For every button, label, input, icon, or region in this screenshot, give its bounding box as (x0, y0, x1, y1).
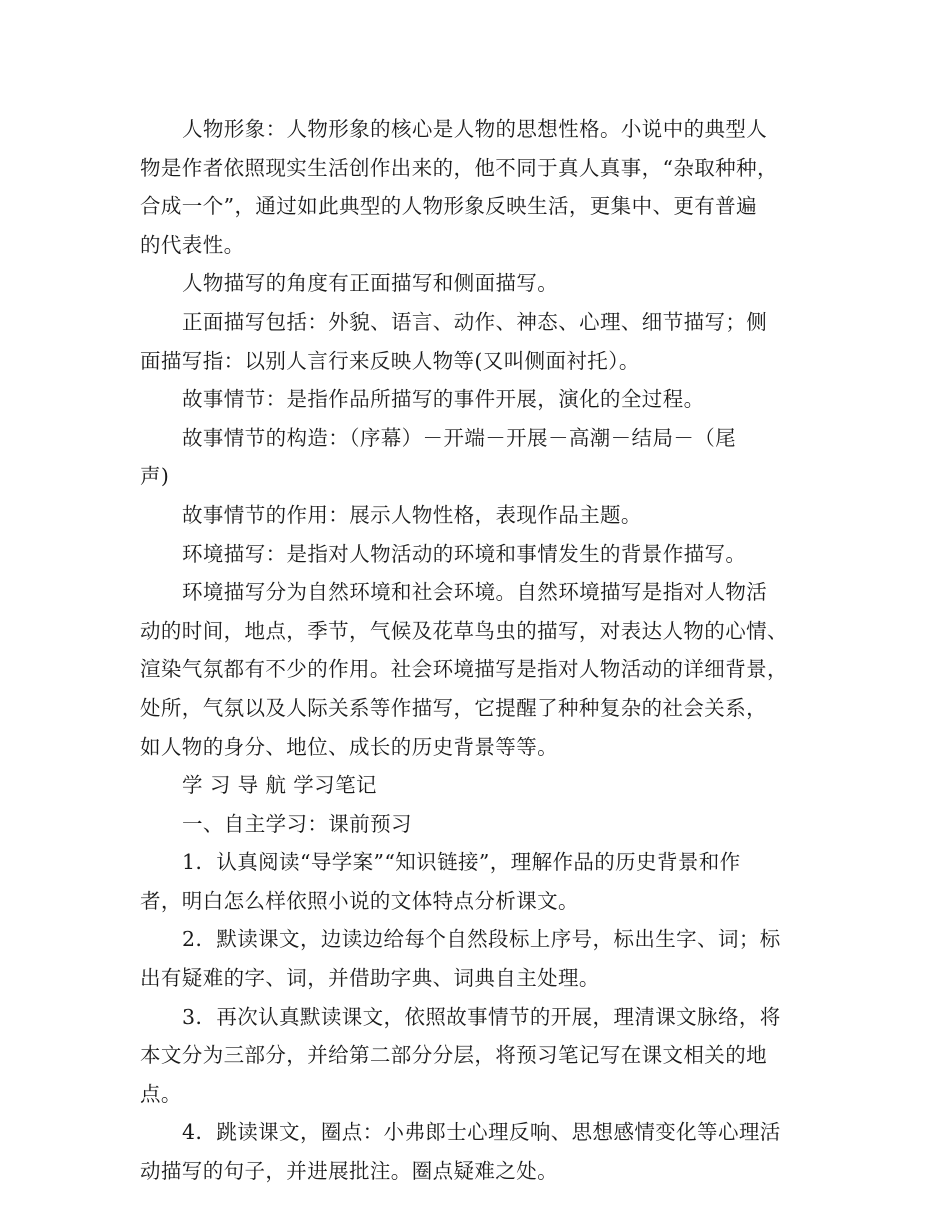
text-line: 一、自主学习：课前预习 (182, 811, 412, 836)
paragraph (140, 264, 820, 303)
document-body (140, 110, 820, 1191)
text-line: 声) (140, 464, 170, 489)
text-line: 故事情节的构造：（序幕）－开端－开展－高潮－结局－（尾 (182, 425, 737, 450)
paragraph (140, 380, 820, 419)
text-line: 渲染气氛都有不少的作用。社会环境描写是指对人物活动的详细背景， (140, 657, 788, 682)
text-line: 学 习 导 航 学习笔记 (182, 773, 377, 798)
paragraph (140, 419, 820, 496)
text-line: 者，明白怎么样依照小说的文体特点分析课文。 (140, 888, 579, 913)
text-line: 环境描写：是指对人物活动的环境和事情发生的背景作描写。 (182, 541, 747, 566)
text-line: 合成一个”，通过如此典型的人物形象反映生活，更集中、更有普遍 (140, 194, 757, 219)
text-line: 处所，气氛以及人际关系等作描写，它提醒了种种复杂的社会关系， (140, 695, 767, 720)
text-line: 正面描写包括：外貌、语言、动作、神态、心理、细节描写；侧 (182, 309, 768, 334)
text-line: 的代表性。 (140, 232, 245, 257)
text-line: 故事情节的作用：展示人物性格，表现作品主题。 (182, 502, 642, 527)
text-line: 3．再次认真默读课文，依照故事情节的开展，理清课文脉络，将 (182, 1004, 781, 1029)
paragraph (140, 496, 820, 535)
text-line: 人物形象：人物形象的核心是人物的思想性格。小说中的典型人 (182, 117, 768, 141)
paragraph (140, 1113, 820, 1190)
text-line: 动的时间，地点，季节，气候及花草鸟虫的描写，对表达人物的心情、 (140, 618, 788, 643)
text-line: 点。 (140, 1081, 182, 1106)
paragraph (140, 110, 820, 264)
paragraph (140, 573, 820, 766)
paragraph (140, 766, 820, 805)
paragraph (140, 920, 820, 997)
paragraph (140, 535, 820, 574)
text-line: 物是作者依照现实生活创作出来的，他不同于真人真事，“杂取种种， (140, 155, 778, 180)
text-line: 1．认真阅读“导学案”“知识链接”，理解作品的历史背景和作 (182, 850, 741, 875)
text-line: 本文分为三部分，并给第二部分分层，将预习笔记写在课文相关的地 (140, 1043, 767, 1068)
text-line: 故事情节：是指作品所描写的事件开展，演化的全过程。 (182, 387, 705, 412)
paragraph (140, 843, 820, 920)
text-line: 环境描写分为自然环境和社会环境。自然环境描写是指对人物活 (182, 580, 768, 605)
text-line: 出有疑难的字、词，并借助字典、词典自主处理。 (140, 966, 600, 991)
text-line: 2．默读课文，边读边给每个自然段标上序号，标出生字、词；标 (182, 927, 781, 952)
text-line: 动描写的句子，并进展批注。圈点疑难之处。 (140, 1159, 558, 1184)
paragraph (140, 998, 820, 1114)
text-line: 4．跳读课文，圈点：小弗郎士心理反响、思想感情变化等心理活 (182, 1120, 781, 1145)
paragraph (140, 805, 820, 844)
paragraph (140, 303, 820, 380)
text-line: 人物描写的角度有正面描写和侧面描写。 (182, 271, 559, 296)
text-line: 如人物的身分、地位、成长的历史背景等等。 (140, 734, 558, 759)
text-line: 面描写指：以别人言行来反映人物等(又叫侧面衬托）。 (140, 348, 640, 373)
